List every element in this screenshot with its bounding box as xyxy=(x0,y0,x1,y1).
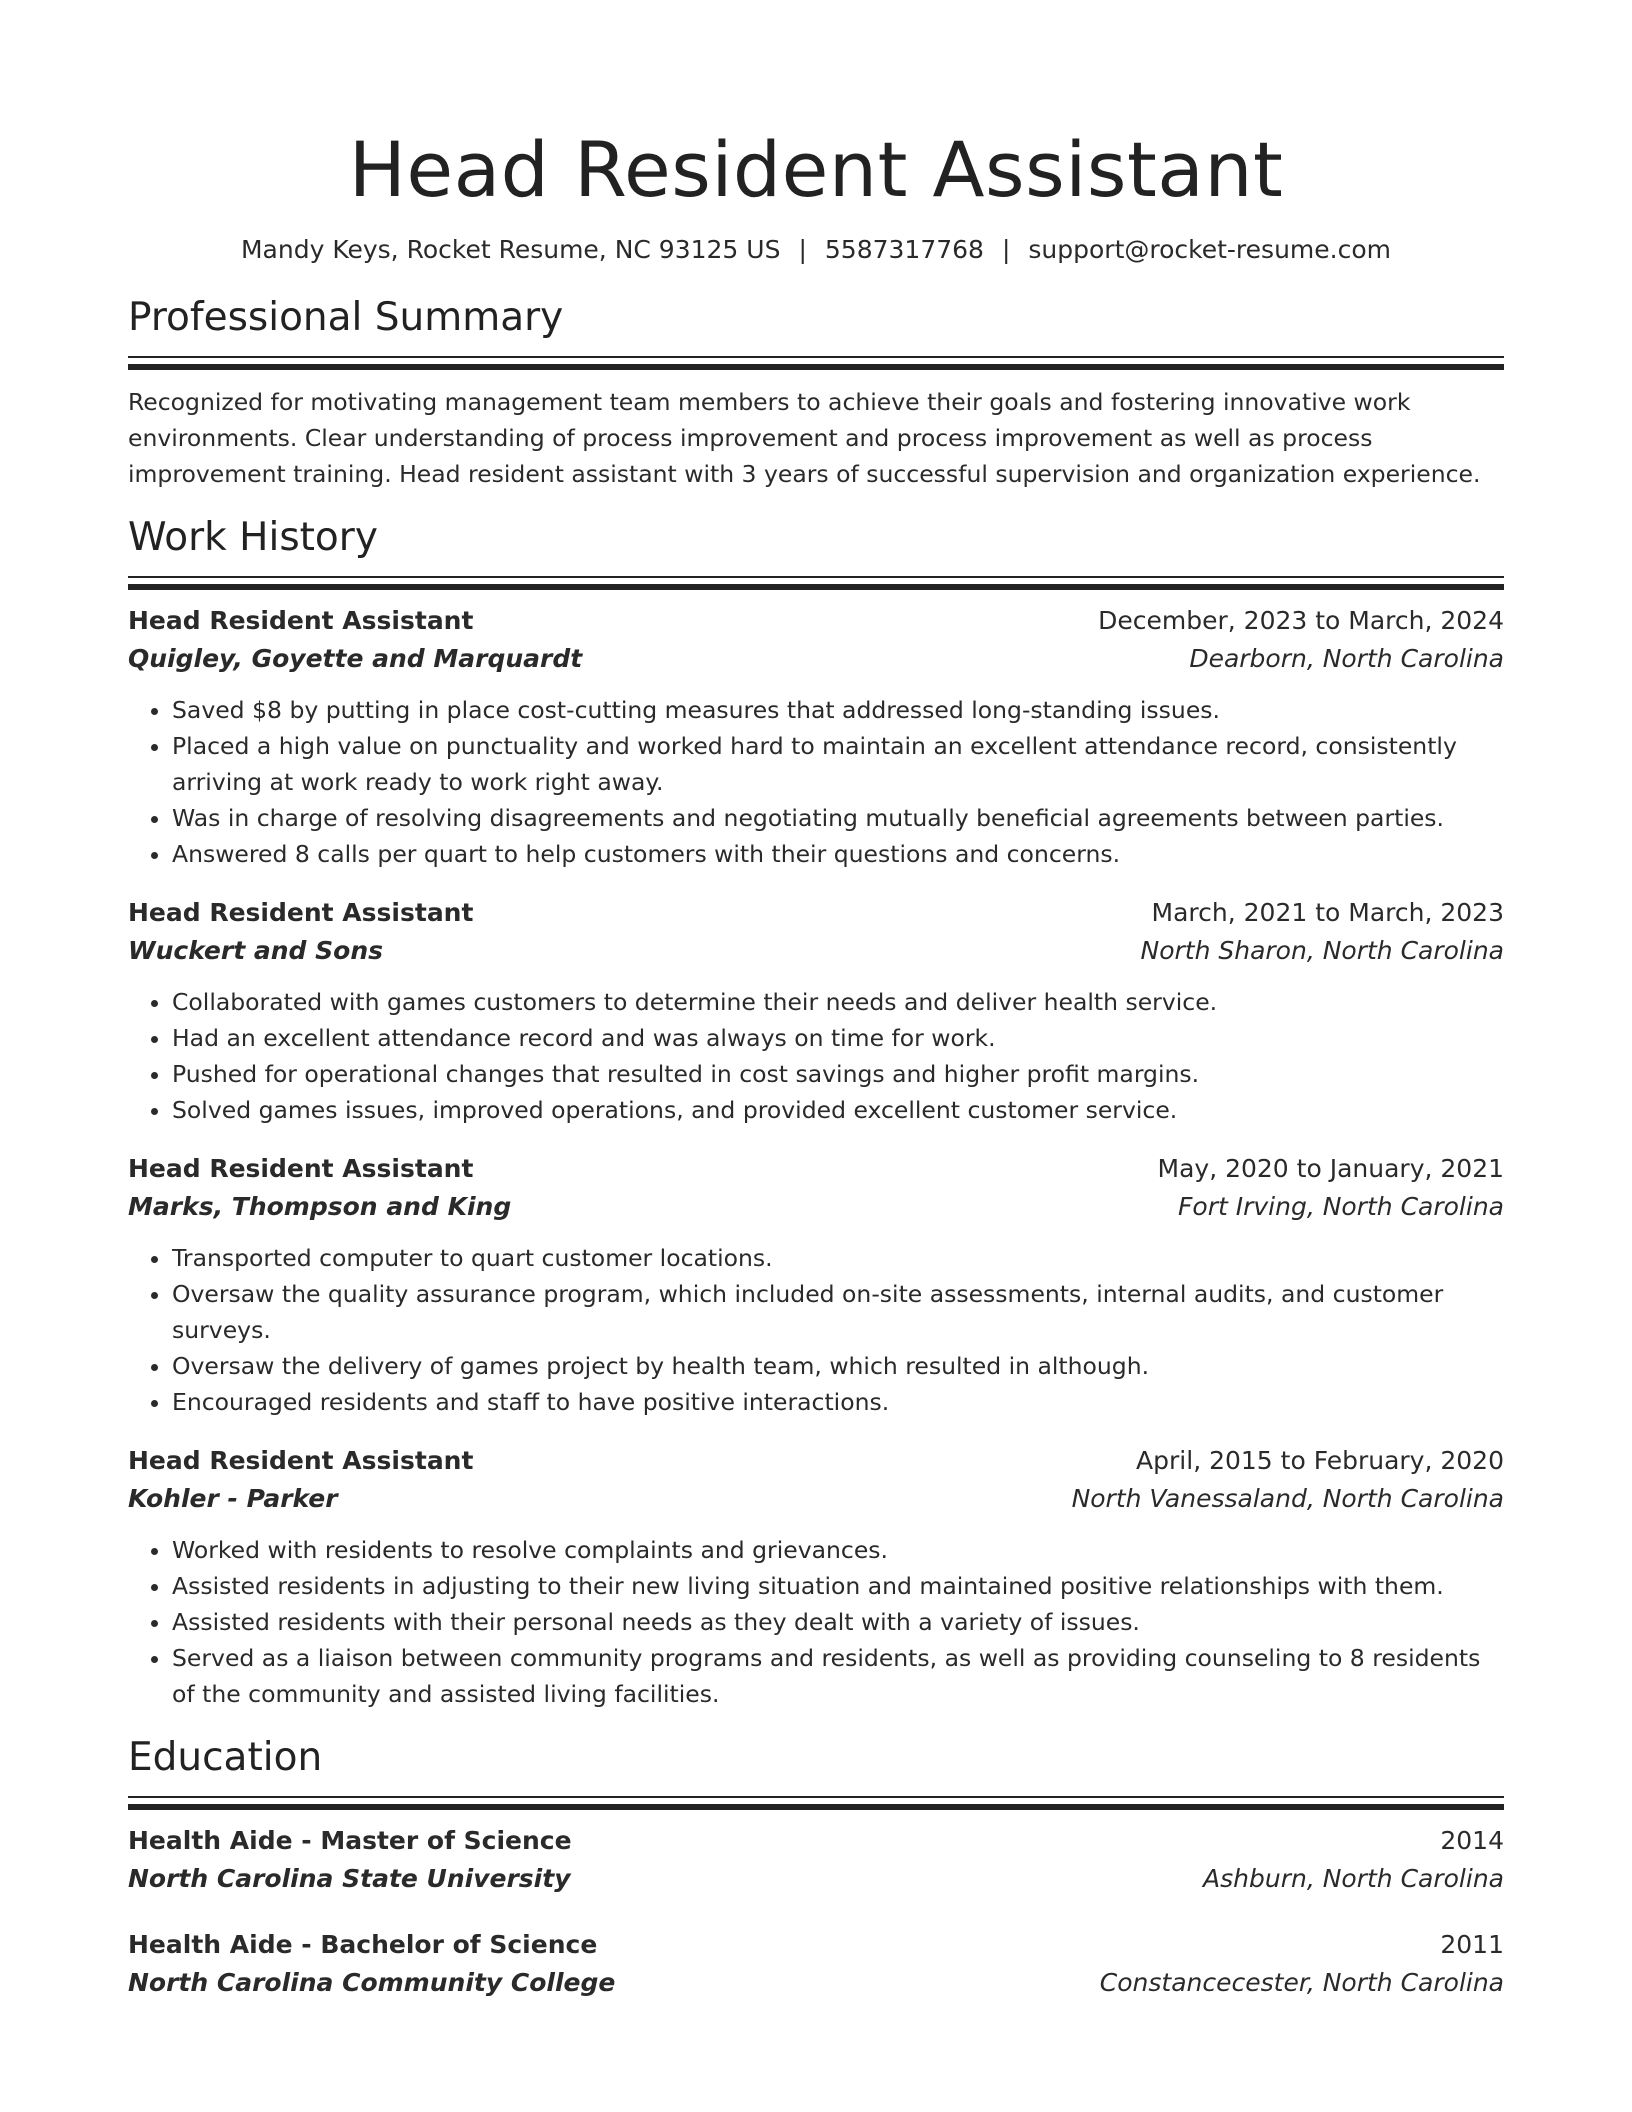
job-bullet: • Oversaw the delivery of games project by health team, which resulted in although. xyxy=(172,1348,1504,1384)
job-bullet: • Transported computer to quart customer locations. xyxy=(172,1240,1504,1276)
section-divider xyxy=(128,576,1504,578)
section-divider-thick xyxy=(128,1804,1504,1810)
job-bullet: • Pushed for operational changes that resulted in cost savings and higher profit margins. xyxy=(172,1056,1504,1092)
job-bullets xyxy=(128,984,1504,1128)
job-bullet: • Assisted residents with their personal needs as they dealt with a variety of issues. xyxy=(172,1604,1504,1640)
job-dates: December, 2023 to March, 2024 xyxy=(1098,606,1504,635)
job-bullet: • Assisted residents in adjusting to their new living situation and maintained positive relationships with them. xyxy=(172,1568,1504,1604)
job-bullet: • Collaborated with games customers to determine their needs and deliver health service. xyxy=(172,984,1504,1020)
resume-name: Head Resident Assistant xyxy=(348,125,1284,214)
contact-line xyxy=(128,232,1504,268)
section-divider xyxy=(128,356,1504,358)
job-bullet: • Served as a liaison between community programs and residents, as well as providing counseling to 8 residents of the community and assisted living facilities. xyxy=(172,1640,1504,1712)
job-bullet: • Solved games issues, improved operations, and provided excellent customer service. xyxy=(172,1092,1504,1128)
job-bullet: • Answered 8 calls per quart to help customers with their questions and concerns. xyxy=(172,836,1504,872)
contact-email: support@rocket-resume.com xyxy=(1028,235,1391,264)
job-dates: May, 2020 to January, 2021 xyxy=(1157,1154,1504,1183)
school-location: Ashburn, North Carolina xyxy=(1203,1864,1504,1893)
school-name: North Carolina State University xyxy=(128,1864,571,1893)
education-entry xyxy=(128,1926,1504,2002)
job-bullet: • Had an excellent attendance record and was always on time for work. xyxy=(172,1020,1504,1056)
section-divider xyxy=(128,1796,1504,1798)
contact-separator: | xyxy=(1001,235,1011,264)
job-title: Head Resident Assistant xyxy=(128,1446,474,1475)
job-bullet: • Worked with residents to resolve complaints and grievances. xyxy=(172,1532,1504,1568)
job-entry xyxy=(128,602,1504,872)
job-bullet: • Oversaw the quality assurance program, which included on-site assessments, internal audits, and customer surveys. xyxy=(172,1276,1504,1348)
job-entry xyxy=(128,894,1504,1128)
contact-separator: | xyxy=(798,235,807,264)
degree-title: Health Aide - Bachelor of Science xyxy=(128,1930,598,1959)
job-title: Head Resident Assistant xyxy=(128,898,474,927)
job-location: Fort Irving, North Carolina xyxy=(1178,1192,1504,1221)
school-location: Constancecester, North Carolina xyxy=(1099,1968,1504,1997)
section-divider-thick xyxy=(128,364,1504,370)
summary-text: Recognized for motivating management team members to achieve their goals and fostering innovative work environments. Clear understanding of process improvement and process improvement as well as process improvement training. Head resident assistant with 3 years of successful supervision and organization experience. xyxy=(128,388,1481,488)
job-company: Wuckert and Sons xyxy=(128,936,383,965)
degree-year: 2014 xyxy=(1440,1826,1504,1855)
job-bullet: • Was in charge of resolving disagreements and negotiating mutually beneficial agreements between parties. xyxy=(172,800,1504,836)
contact-phone: 5587317768 xyxy=(824,235,984,264)
job-title: Head Resident Assistant xyxy=(128,606,474,635)
work-history-heading: Work History xyxy=(128,515,378,560)
job-entry xyxy=(128,1150,1504,1420)
job-bullets xyxy=(128,1240,1504,1420)
education-heading: Education xyxy=(128,1735,323,1780)
job-location: Dearborn, North Carolina xyxy=(1189,644,1504,673)
job-bullets xyxy=(128,1532,1504,1712)
job-company: Kohler - Parker xyxy=(128,1484,338,1513)
job-location: North Sharon, North Carolina xyxy=(1140,936,1504,965)
degree-title: Health Aide - Master of Science xyxy=(128,1826,572,1855)
job-bullet: • Placed a high value on punctuality and worked hard to maintain an excellent attendance record, consistently arriving at work ready to work right away. xyxy=(172,728,1504,800)
summary-heading: Professional Summary xyxy=(128,295,564,340)
job-company: Quigley, Goyette and Marquardt xyxy=(128,644,583,673)
job-bullets xyxy=(128,692,1504,872)
contact-address: Mandy Keys, Rocket Resume, NC 93125 US xyxy=(240,235,781,264)
job-company: Marks, Thompson and King xyxy=(128,1192,512,1221)
job-dates: April, 2015 to February, 2020 xyxy=(1136,1446,1504,1475)
resume-page xyxy=(128,0,1504,2002)
job-location: North Vanessaland, North Carolina xyxy=(1071,1484,1504,1513)
job-dates: March, 2021 to March, 2023 xyxy=(1151,898,1504,927)
work-history-section xyxy=(128,512,1504,1712)
education-entry xyxy=(128,1822,1504,1898)
section-divider-thick xyxy=(128,584,1504,590)
summary-section xyxy=(128,292,1504,492)
job-bullet: • Saved $8 by putting in place cost-cutting measures that addressed long-standing issues. xyxy=(172,692,1504,728)
job-entry xyxy=(128,1442,1504,1712)
education-section xyxy=(128,1732,1504,2002)
job-title: Head Resident Assistant xyxy=(128,1154,474,1183)
degree-year: 2011 xyxy=(1440,1930,1504,1959)
job-bullet: • Encouraged residents and staff to have positive interactions. xyxy=(172,1384,1504,1420)
school-name: North Carolina Community College xyxy=(128,1968,616,1997)
